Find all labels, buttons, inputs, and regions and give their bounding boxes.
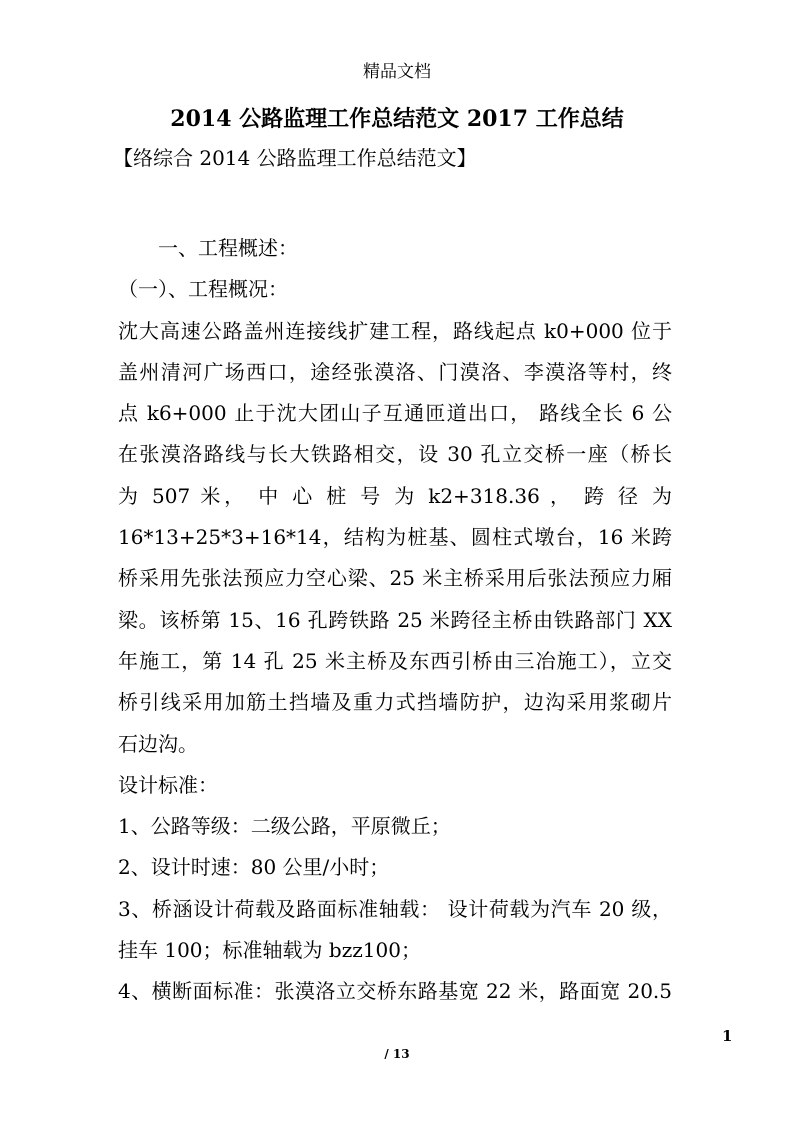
list-item: 挂车 100；标准轴载为 bzz100； [118,938,421,963]
document-subtitle: 【络综合 2014 公路监理工作总结范文】 [113,146,477,170]
paragraph-line: 为 507 米， 中 心 桩 号 为 k2+318.36 ， 跨 径 为 [118,483,672,508]
list-item: 2、设计时速：80 公里/小时； [118,855,390,880]
section-heading: 一、工程概述： [158,236,298,260]
document-body [118,228,672,1013]
paragraph-line: 在张漠洛路线与长大铁路相交，设 30 孔立交桥一座（桥长 [118,442,672,467]
page-number: 1 [722,1027,733,1045]
page-total: / 13 [384,1047,410,1061]
document-header: 精品文档 [363,62,431,82]
paragraph-line: 盖州清河广场西口，途经张漠洛、门漠洛、李漠洛等村，终 [118,359,672,384]
document-title: 2014 公路监理工作总结范文 2017 工作总结 [170,106,624,132]
paragraph-line: 石边沟。 [118,731,198,756]
design-standard-heading: 设计标准： [118,772,218,797]
list-item: 1、公路等级：二级公路，平原微丘； [118,814,451,839]
paragraph-line: 桥引线采用加筋土挡墙及重力式挡墙防护，边沟采用浆砌片 [118,690,672,715]
paragraph-line: 沈大高速公路盖州连接线扩建工程，路线起点 k0+000 位于 [118,318,672,343]
paragraph-line: 梁。该桥第 15、16 孔跨铁路 25 米跨径主桥由铁路部门 XX [118,607,672,632]
paragraph-line: 16*13+25*3+16*14，结构为桩基、圆柱式墩台，16 米跨 [118,525,672,550]
list-item: 4、横断面标准：张漠洛立交桥东路基宽 22 米，路面宽 20.5 [118,979,672,1004]
paragraph-line: 年施工，第 14 孔 25 米主桥及东西引桥由三冶施工），立交 [118,648,672,673]
paragraph-line: 点 k6+000 止于沈大团山子互通匝道出口， 路线全长 6 公 [118,401,672,426]
list-item: 3、桥涵设计荷载及路面标准轴载： 设计荷载为汽车 20 级， [118,896,672,921]
paragraph-line: 桥采用先张法预应力空心梁、25 米主桥采用后张法预应力厢 [118,566,672,591]
subsection-heading: （一）、工程概况： [118,277,288,302]
